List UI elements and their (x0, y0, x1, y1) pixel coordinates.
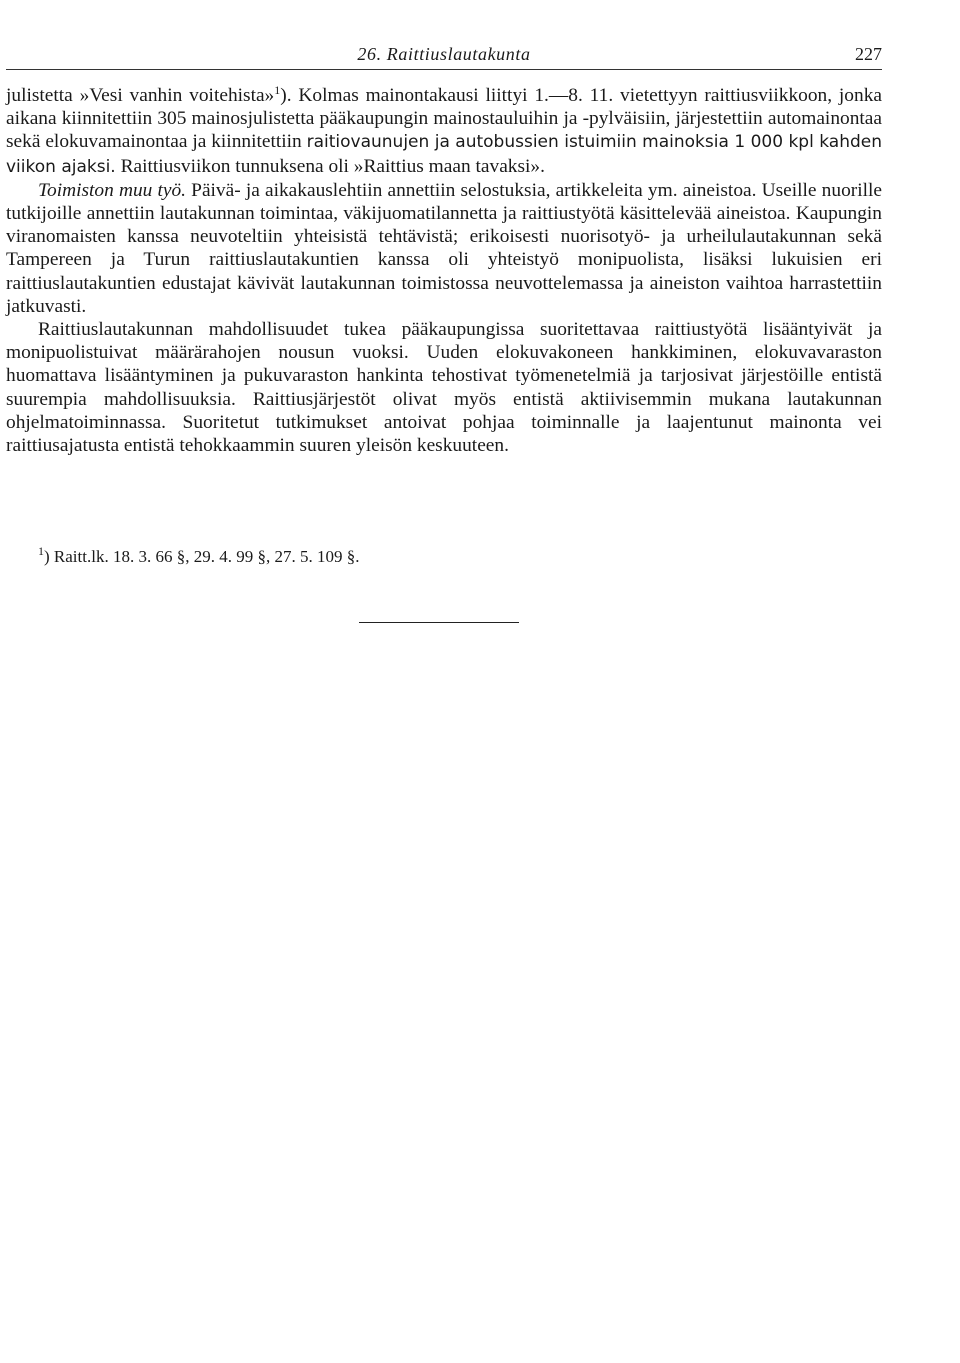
page-number: 227 (855, 44, 882, 64)
running-head (6, 40, 882, 68)
paragraph-1-part-a: julistetta »Vesi vanhin voitehista» (6, 85, 275, 106)
section-heading-toimiston-muu-tyo: Toimiston muu työ. (38, 179, 187, 201)
footnote-text: ) Raitt.lk. 18. 3. 66 §, 29. 4. 99 §, 27. 5. 109 §. (44, 547, 360, 566)
footnote (38, 546, 738, 568)
paragraph-1-part-d: Raittiusviikon tunnuksena oli »Raittius maan tavaksi». (120, 155, 545, 177)
footnote-ref-1: 1 (274, 83, 281, 97)
paragraph-2 (6, 179, 882, 318)
footnote-marker: 1 (38, 544, 44, 558)
paragraph-1 (6, 84, 882, 179)
paragraph-1-part-b: ). Kolmas mainontakausi liittyi 1.—8. 11. vietettyyn raittiusviikkoon, jonka aikana kiinnitettiin 305 mainosjulistetta pääkaupungin mainostauluihin ja -pylväisiin, järjestettiin automainontaa sekä elokuvamainontaa ja kiinnitettiin (6, 85, 883, 153)
paragraph-3 (6, 318, 882, 457)
body-text (6, 84, 882, 457)
header-rule (6, 69, 882, 70)
running-head-title: 26. Raittiuslautakunta (357, 44, 531, 64)
paragraph-1-part-c: raitiovaunujen ja autobussien istuimiin mainoksia 1 000 kpl kahden viikon ajaksi. (6, 132, 883, 177)
end-of-section-rule (359, 622, 519, 623)
paragraph-2-text: Päivä- ja aikakauslehtiin annettiin selostuksia, artikkeleita ym. aineistoa. Useille nuorille tutkijoille annettiin lautakunnan toimintaa, väkijuomatilannetta ja raittiustyötä käsittelevää aineistoa. Kaupungin viranomaisten kanssa neuvoteltiin yhteisistä tehtävistä; erikoisesti nuorisotyö- ja urheilulautakunnan sekä Tampereen ja Turun raittiuslautakuntien kanssa oli yhteistyö monipuolista, lisäksi lukuisien eri raittiuslautakuntien edustajat kävivät lautakunnan toimistossa neuvottelemassa ja aineiston vaihtoa harrastettiin jatkuvasti. (6, 179, 882, 317)
paragraph-3-text: Raittiuslautakunnan mahdollisuudet tukea pääkaupungissa suoritettavaa raittiustyötä lisääntyivät ja monipuolistuivat määrärahojen nousun vuoksi. Uuden elokuvakoneen hankkiminen, elokuvavaraston huomattava lisääntyminen ja pukuvaraston hankinta tehostivat työmenetelmiä ja tarjosivat järjestöille entistä suurempia mahdollisuuksia. Raittiusjärjestöt olivat myös entistä aktiivisemmin mukana lautakunnan ohjelmatoiminnassa. Suoritetut tutkimukset antoivat pohjaa toiminnalle ja laajentunut mainonta vei raittiusajatusta entistä tehokkaammin suuren yleisön keskuuteen. (6, 319, 882, 457)
